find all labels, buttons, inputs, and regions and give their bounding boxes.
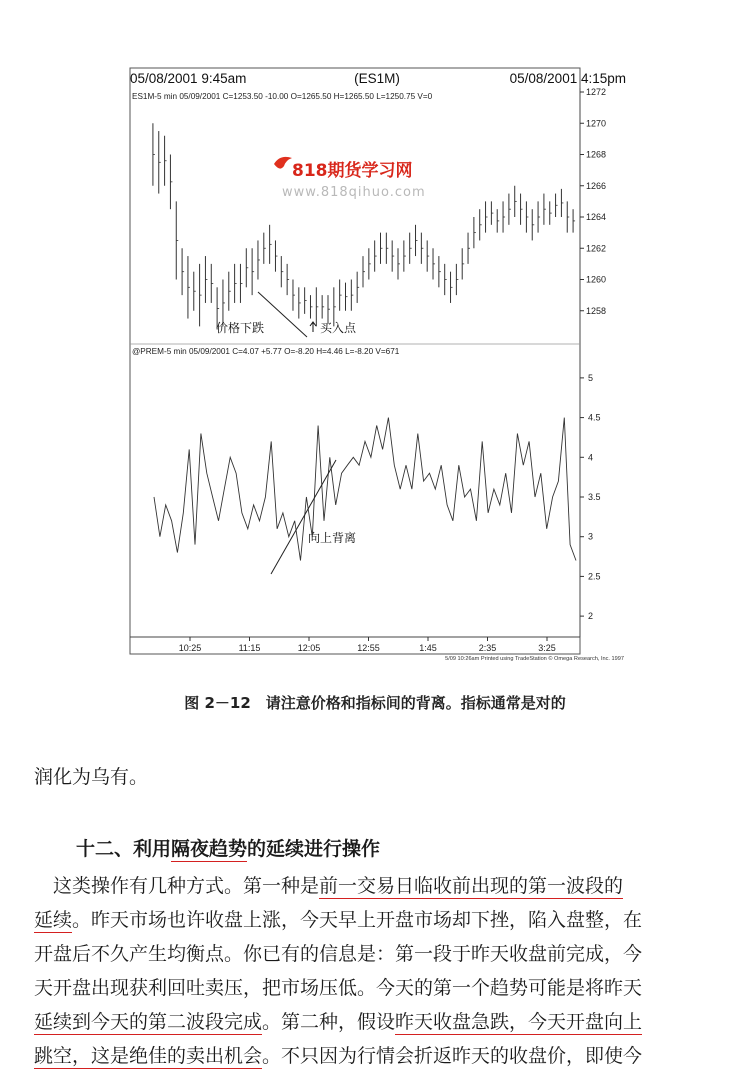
indicator-tick-label: 5	[588, 372, 594, 383]
price-tick-label: 1260	[586, 274, 607, 285]
text-prev: 润化为乌有。	[34, 766, 149, 788]
line4: 天开盘出现获利回吐卖压，把市场压低。今天的第一个趋势可能是将昨天	[34, 977, 643, 999]
paragraph-line-5	[34, 1007, 724, 1034]
indicator-y-ticks	[580, 373, 601, 621]
line5-b: 。第二种，假设	[262, 1011, 396, 1033]
heading-underlined: 隔夜趋势	[171, 838, 248, 860]
line2-underlined: 延续	[34, 909, 73, 931]
paragraph-line-6	[34, 1041, 724, 1068]
chart-svg	[124, 62, 630, 662]
x-tick-label: 3:25	[538, 643, 556, 653]
header-right: 05/08/2001 4:15pm	[509, 71, 626, 86]
line5-underlined: 延续到今天的第二波段完成	[34, 1011, 263, 1033]
buy-point-arrow-icon	[310, 322, 316, 332]
price-tick-label: 1258	[586, 305, 607, 316]
indicator-line	[154, 418, 576, 561]
indicator-tick-label: 2	[588, 611, 594, 622]
indicator-tick-label: 4	[588, 452, 594, 463]
watermark-logo-icon	[274, 157, 292, 169]
price-tick-label: 1266	[586, 180, 607, 191]
footer-note: 5/09 10:26am Printed using TradeStation © Omega Research, Inc. 1997	[445, 656, 624, 662]
indicator-trend-line	[271, 460, 336, 574]
price-tick-label: 1262	[586, 243, 607, 254]
line1-a: 这类操作有几种方式。第一种是	[34, 875, 320, 897]
line1-underlined: 前一交易日临收前出现的第一波段的	[319, 875, 624, 897]
annotation-buy-point: 买入点	[320, 321, 357, 335]
paragraph-line-1	[34, 871, 724, 898]
chart-frame	[130, 68, 580, 654]
watermark-title: 818期货学习网	[292, 161, 413, 181]
indicator-tick-label: 4.5	[588, 412, 601, 423]
header-left: 05/08/2001 9:45am	[130, 71, 247, 86]
header-center: (ES1M)	[354, 71, 400, 86]
price-tick-label: 1268	[586, 149, 607, 160]
indicator-series-line	[154, 418, 576, 561]
x-tick-label: 12:05	[297, 643, 321, 653]
x-tick-label: 1:45	[419, 643, 437, 653]
chart-figure	[124, 62, 630, 662]
watermark	[274, 157, 426, 200]
paragraph-line-2	[34, 905, 724, 932]
line6-underlined: 跳空，这是绝佳的卖出机会	[34, 1045, 263, 1067]
line3: 开盘后不久产生均衡点。你已有的信息是：第一段于昨天收盘前完成，今	[34, 943, 643, 965]
line5-underlined-2: 昨天收盘急跌，今天开盘向上	[395, 1011, 643, 1033]
x-tick-label: 11:15	[238, 643, 261, 653]
price-tick-label: 1272	[586, 87, 607, 97]
annotation-price-down: 价格下跌	[216, 321, 265, 335]
paragraph-line-3	[34, 939, 724, 966]
watermark-url: www.818qihuo.com	[282, 185, 426, 200]
x-ticks	[179, 637, 556, 653]
figure-caption: 图 2－12 请注意价格和指标间的背离。指标通常是对的	[184, 694, 566, 712]
line2-b: 。昨天市场也许收盘上涨，今天早上开盘市场却下挫，陷入盘整，在	[72, 909, 643, 931]
indicator-tick-label: 3.5	[588, 492, 601, 502]
heading-part-a: 十二、利用	[76, 838, 172, 860]
paragraph-line-prev	[34, 762, 724, 789]
annotation-divergence: 向上背离	[308, 531, 357, 545]
price-y-ticks	[580, 87, 606, 316]
x-tick-label: 10:25	[178, 643, 202, 653]
price-tick-label: 1264	[586, 212, 607, 222]
x-tick-label: 2:35	[478, 643, 497, 653]
indicator-tick-label: 2.5	[588, 571, 601, 582]
price-bars	[153, 123, 575, 329]
indicator-info: @PREM-5 min 05/09/2001 C=4.07 +5.77 O=-8.20 H=4.46 L=-8.20 V=671	[132, 347, 400, 356]
x-tick-label: 12:55	[357, 643, 380, 653]
price-tick-label: 1270	[586, 118, 607, 129]
price-info: ES1M-5 min 05/09/2001 C=1253.50 -10.00 O=1265.50 H=1265.50 L=1250.75 V=0	[132, 92, 433, 101]
heading-part-b: 的延续进行操作	[247, 838, 381, 860]
section-heading	[76, 834, 750, 861]
paragraph-line-4	[34, 973, 724, 1000]
price-trend-line	[258, 292, 307, 337]
line6-b: 。不只因为行情会折返昨天的收盘价，即使今	[262, 1045, 643, 1067]
indicator-tick-label: 3	[588, 531, 594, 542]
